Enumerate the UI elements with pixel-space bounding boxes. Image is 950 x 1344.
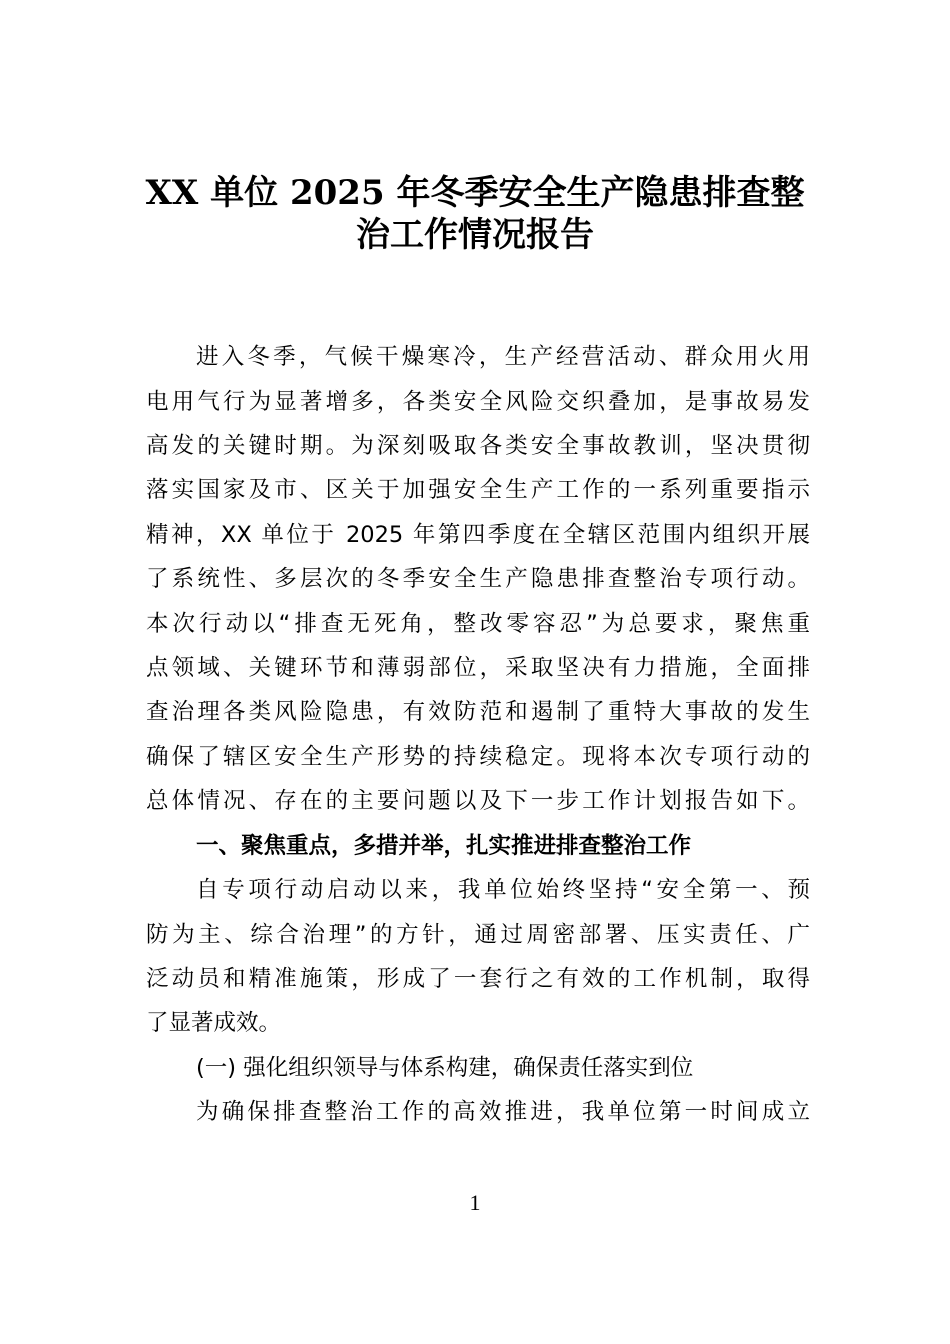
intro-paragraph-line: 进入冬季，气候干燥寒冷，生产经营活动、群众用火用 [196,344,810,370]
intro-paragraph-line: 本次行动以“排查无死角，整改零容忍”为总要求，聚焦重 [146,611,810,637]
section-heading: 一、聚焦重点，多措并举，扎实推进排查整治工作 [196,833,692,859]
document-title-line-2: 治工作情况报告 [356,215,594,255]
intro-paragraph-line: 落实国家及市、区关于加强安全生产工作的一系列重要指示 [146,477,810,503]
intro-paragraph-line: 了系统性、多层次的冬季安全生产隐患排查整治专项行动。 [146,566,810,592]
document-title-line-1: XX 单位 2025 年冬季安全生产隐患排查整 [145,173,805,213]
intro-paragraph-line: 精神，XX 单位于 2025 年第四季度在全辖区范围内组织开展 [146,522,810,548]
section-paragraph-line: 泛动员和精准施策，形成了一套行之有效的工作机制，取得 [146,966,810,992]
subsection-heading: (一) 强化组织领导与体系构建，确保责任落实到位 [196,1055,694,1081]
section-paragraph-line: 防为主、综合治理”的方针，通过周密部署、压实责任、广 [146,922,810,948]
section-paragraph-line: 了显著成效。 [146,1010,282,1036]
intro-paragraph-line: 确保了辖区安全生产形势的持续稳定。现将本次专项行动的 [146,744,810,770]
section-paragraph-line: 自专项行动启动以来，我单位始终坚持“安全第一、预 [196,877,810,903]
page-number: 1 [469,1190,481,1215]
intro-paragraph-line: 高发的关键时期。为深刻吸取各类安全事故教训，坚决贯彻 [146,433,810,459]
intro-paragraph-line: 电用气行为显著增多，各类安全风险交织叠加，是事故易发 [146,389,810,415]
subsection-paragraph-line: 为确保排查整治工作的高效推进，我单位第一时间成立 [196,1099,810,1125]
intro-paragraph-line: 查治理各类风险隐患，有效防范和遏制了重特大事故的发生 [146,699,810,725]
intro-paragraph-line: 总体情况、存在的主要问题以及下一步工作计划报告如下。 [146,788,810,814]
intro-paragraph-line: 点领域、关键环节和薄弱部位，采取坚决有力措施，全面排 [146,655,810,681]
